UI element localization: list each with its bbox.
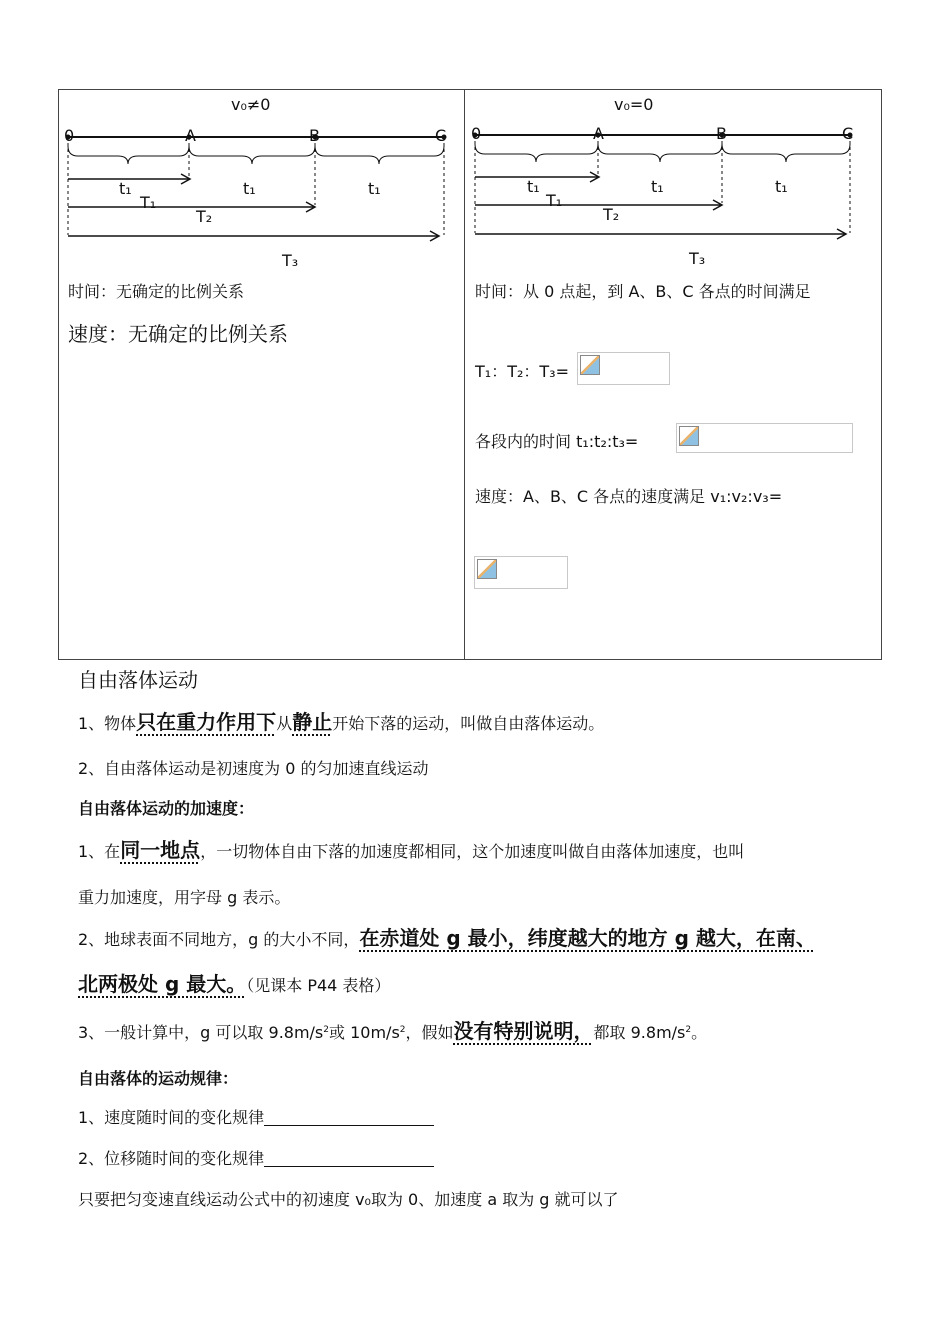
right-ratio-t: 各段内的时间 t₁:t₂:t₃= [475, 432, 639, 451]
left-speed-text: 速度：无确定的比例关系 [68, 322, 288, 346]
left-label-0: 0 [64, 126, 75, 145]
left-T2: T₂ [196, 207, 213, 226]
right-heading: v₀=0 [614, 95, 654, 114]
answer-blank-2[interactable] [264, 1152, 434, 1167]
broken-image-icon [477, 559, 497, 579]
left-label-c: C [435, 126, 447, 145]
section3-p3: 只要把匀变速直线运动公式中的初速度 v₀取为 0、加速度 a 取为 g 就可以了 [78, 1190, 619, 1209]
section2-p2-cont: 北两极处 g 最大。（见课本 P44 表格） [78, 972, 391, 996]
section2-p2: 2、地球表面不同地方，g 的大小不同，在赤道处 g 最小，纬度越大的地方 g 越大，在南、 [78, 926, 816, 950]
right-label-0: 0 [471, 124, 482, 143]
left-label-b: B [309, 126, 320, 145]
right-T1: T₁ [546, 191, 563, 210]
right-T3: T₃ [689, 249, 706, 268]
section2-p1-cont: 重力加速度，用字母 g 表示。 [78, 888, 291, 907]
left-seg-2: t₁ [243, 179, 256, 198]
left-seg-1: t₁ [119, 179, 132, 198]
section1-title: 自由落体运动 [78, 668, 198, 692]
right-T2: T₂ [603, 205, 620, 224]
braces [475, 144, 850, 162]
right-seg-3: t₁ [775, 177, 788, 196]
braces [68, 146, 444, 164]
answer-blank-1[interactable] [264, 1111, 434, 1126]
left-T1: T₁ [140, 193, 157, 212]
right-seg-2: t₁ [651, 177, 664, 196]
right-time-text: 时间：从 0 点起，到 A、B、C 各点的时间满足 [475, 282, 811, 301]
ratio-T-image [577, 352, 670, 385]
section2-p3: 3、一般计算中，g 可以取 $9.8m/s^2$或 $10m/s^2$，假如没有特别说明，都取 $9.8m/s^2$。 [78, 1019, 708, 1043]
section1-p2: 2、自由落体运动是初速度为 0 的匀加速直线运动 [78, 759, 429, 778]
broken-image-icon [580, 355, 600, 375]
section2-title: 自由落体运动的加速度： [78, 799, 255, 818]
broken-image-icon [679, 426, 699, 446]
section3-p2: 2、位移随时间的变化规律 [78, 1146, 434, 1169]
right-seg-1: t₁ [527, 177, 540, 196]
section2-p1: 1、在同一地点，一切物体自由下落的加速度都相同，这个加速度叫做自由落体加速度，也叫 [78, 838, 745, 862]
speed-ratio-image [474, 556, 568, 589]
right-ratio-T: T₁：T₂：T₃= [475, 362, 569, 381]
left-time-text: 时间：无确定的比例关系 [68, 282, 245, 301]
left-heading: v₀≠0 [231, 95, 271, 114]
section1-p1: 1、物体只在重力作用下从静止开始下落的运动，叫做自由落体运动。 [78, 710, 605, 734]
right-speed-text: 速度：A、B、C 各点的速度满足 v₁:v₂:v₃= [475, 487, 783, 506]
left-label-a: A [185, 126, 196, 145]
right-label-a: A [593, 124, 604, 143]
left-seg-3: t₁ [368, 179, 381, 198]
left-T3: T₃ [282, 251, 299, 270]
right-label-b: B [716, 124, 727, 143]
section3-title: 自由落体的运动规律： [78, 1069, 239, 1088]
section3-p1: 1、速度随时间的变化规律 [78, 1105, 434, 1128]
ratio-t-image [676, 423, 853, 453]
right-label-c: C [842, 124, 854, 143]
